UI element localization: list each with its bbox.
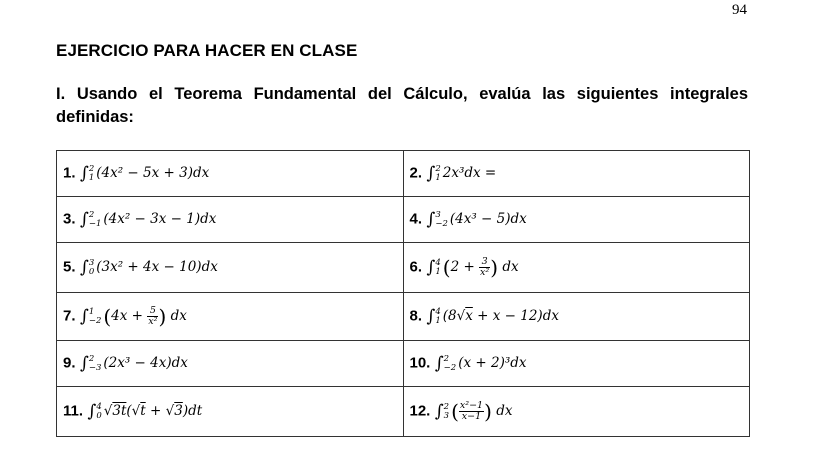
- upper-limit: 2: [88, 353, 95, 364]
- exercise-number: 11.: [63, 402, 84, 419]
- exercise-number: 10.: [409, 354, 431, 371]
- upper-limit: 3: [435, 209, 441, 220]
- lower-limit: 1: [88, 172, 95, 183]
- fraction: $\frac{3}{\text{x²}}$: [480, 256, 490, 278]
- exercise-cell-12: 12. ∫ 2 3 ( $\frac{\text{x²−1}}{x-1}$ ) dx: [403, 387, 750, 437]
- exercise-number: 9.: [63, 354, 76, 371]
- integrand: 2x³dx =: [442, 165, 497, 181]
- exercise-cell-6: 6. ∫ 4 1 (2 + $\frac{3}{\text{x²}}$ ) dx: [403, 243, 750, 293]
- instruction-text: I. Usando el Teorema Fundamental del Cálculo, evalúa las siguientes integrales definidas:: [56, 85, 748, 126]
- sqrt-argument: x: [465, 308, 473, 324]
- lower-limit: −2: [88, 315, 102, 326]
- exercise-cell-1: 1. ∫ 2 1 (4x² − 5x + 3)dx: [57, 151, 404, 197]
- exercise-number: 1.: [63, 164, 76, 181]
- lower-limit: −2: [435, 218, 448, 229]
- lower-limit: 1: [435, 266, 441, 277]
- exercise-number: 12.: [409, 402, 431, 419]
- upper-limit: 2: [88, 163, 95, 174]
- table-row: [57, 197, 750, 243]
- integrand-part: 2 +: [450, 259, 480, 275]
- exercise-number: 7.: [63, 307, 76, 324]
- exercise-table: [56, 150, 750, 437]
- integrand-part: (8: [442, 308, 457, 324]
- table-row: [57, 341, 750, 387]
- integrand-part: + x − 12)dx: [472, 308, 559, 324]
- lower-limit: 1: [435, 172, 441, 183]
- exercise-cell-4: 4. ∫ 3 −2 (4x³ − 5)dx: [403, 197, 750, 243]
- table-row: [57, 243, 750, 293]
- integrand: (4x² − 3x − 1)dx: [103, 211, 217, 227]
- exercise-cell-3: 3. ∫ 2 −1 (4x² − 3x − 1)dx: [57, 197, 404, 243]
- integrand: (4x² − 5x + 3)dx: [96, 165, 210, 181]
- upper-limit: 4: [96, 401, 102, 412]
- sqrt-argument: 3: [174, 403, 183, 419]
- sqrt-argument: t: [140, 403, 146, 419]
- upper-limit: 2: [88, 209, 95, 220]
- upper-limit: 2: [435, 163, 441, 174]
- table-row: [57, 293, 750, 341]
- upper-limit: 4: [435, 257, 441, 268]
- differential: dx: [496, 403, 513, 419]
- lower-limit: 0: [88, 266, 95, 277]
- lower-limit: 3: [443, 410, 450, 421]
- sqrt-argument: 3t: [112, 403, 127, 419]
- exercise-cell-5: 5. ∫ 3 0 (3x² + 4x − 10)dx: [57, 243, 404, 293]
- differential: dx: [502, 259, 519, 275]
- integrand: (4x³ − 5)dx: [449, 211, 527, 227]
- upper-limit: 3: [88, 257, 95, 268]
- integrand-part: )dt: [182, 403, 203, 419]
- lower-limit: −3: [88, 362, 102, 373]
- upper-limit: 2: [443, 353, 450, 364]
- exercise-number: 3.: [63, 210, 76, 227]
- integrand: (x + 2)³dx: [458, 355, 527, 371]
- upper-limit: 1: [88, 306, 95, 317]
- exercise-number: 2.: [409, 164, 423, 181]
- upper-limit: 4: [435, 306, 441, 317]
- lower-limit: −1: [88, 218, 102, 229]
- lower-limit: 0: [96, 410, 102, 421]
- exercise-number: 5.: [63, 258, 76, 275]
- integrand: (3x² + 4x − 10)dx: [96, 259, 218, 275]
- fraction: $\frac{\text{x²−1}}{x-1}$: [459, 400, 484, 422]
- integrand-part: 4x +: [111, 308, 148, 324]
- upper-limit: 2: [443, 401, 450, 412]
- exercise-cell-7: 7. ∫ 1 −2 (4x + $\frac{5}{\text{x²}}$ ) dx: [57, 293, 404, 341]
- lower-limit: 1: [435, 315, 441, 326]
- integrand: (2x³ − 4x)dx: [103, 355, 188, 371]
- exercise-cell-10: 10. ∫ 2 −2 (x + 2)³dx: [403, 341, 750, 387]
- exercise-cell-9: 9. ∫ 2 −3 (2x³ − 4x)dx: [57, 341, 404, 387]
- differential: dx: [170, 308, 187, 324]
- exercise-cell-2: 2. ∫ 2 1 2x³dx =: [403, 151, 750, 197]
- exercise-number: 8.: [409, 307, 423, 324]
- page-number: 94: [732, 2, 747, 18]
- integrand-part: (: [126, 403, 132, 419]
- lower-limit: −2: [443, 362, 457, 373]
- integrand-part: +: [145, 403, 166, 419]
- exercise-cell-8: 8. ∫ 4 1 (8√x + x − 12)dx: [403, 293, 750, 341]
- exercise-number: 4.: [409, 210, 423, 227]
- exercise-number: 6.: [409, 258, 423, 275]
- exercise-heading: EJERCICIO PARA HACER EN CLASE: [56, 41, 358, 60]
- table-row: [57, 387, 750, 437]
- fraction: $\frac{5}{\text{x²}}$: [148, 305, 158, 327]
- table-row: [57, 151, 750, 197]
- exercise-cell-11: 11. ∫ 4 0 √3t(√t + √3)dt: [57, 387, 404, 437]
